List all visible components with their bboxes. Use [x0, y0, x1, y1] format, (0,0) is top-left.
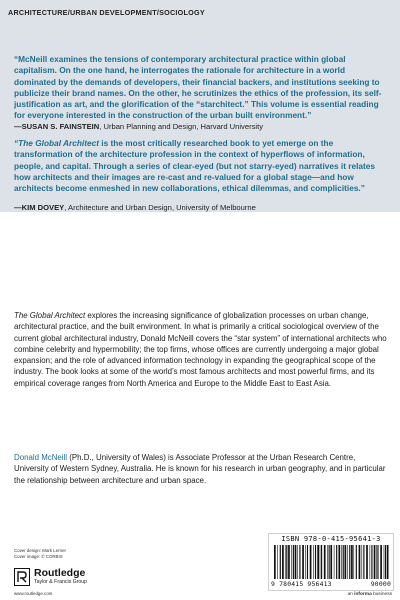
isbn-barcode-box	[268, 533, 394, 591]
imprint-suffix: business	[371, 592, 392, 597]
publisher-name: Routledge	[34, 567, 86, 579]
publisher-group: Taylor & Francis Group	[34, 579, 88, 585]
subject-category: ARCHITECTURE/URBAN DEVELOPMENT/SOCIOLOGY	[8, 8, 205, 17]
cover-design-credit: Cover design: Mark Lerner	[14, 548, 66, 553]
barcode-number: 9 780415 956413	[271, 580, 332, 588]
author-name: Donald McNeill	[14, 453, 68, 462]
review-quote-1: “McNeill examines the tensions of contemporary architectural practice within global capitalism. On the one hand, he interrogates the rationale for architecture in a world dominated by the demands of developers, their financial backers, and institutions seeking to publicize their brand names. On the other, he scrutinizes the ethics of the profession, its self-justification as art, and the glorification of the “starchitect.” This volume is essential reading for everyone interested in the construction of the urban built environment.”	[14, 54, 382, 121]
reviewer-affiliation-1: , Urban Planning and Design, Harvard University	[99, 122, 264, 131]
cover-image-credit: Cover image: © CORBIS	[14, 554, 63, 559]
review-quote-2-title: “The Global Architect	[14, 138, 99, 148]
book-title-italic: The Global Architect	[14, 311, 86, 320]
author-bio-text: (Ph.D., University of Wales) is Associate Professor at the Urban Research Centre, University of Western Sydney, Australia. He is known for his research in urban geography, and in particular the relationship between architecture and urban space.	[14, 453, 386, 485]
reviewer-affiliation-2: , Architecture and Urban Design, University of Melbourne	[64, 203, 256, 212]
review-panel	[0, 0, 400, 212]
publisher-block	[14, 566, 154, 590]
publisher-website: www.routledge.com	[14, 591, 53, 596]
isbn-label	[271, 535, 391, 543]
reviewer-name-1: —SUSAN S. FAINSTEIN	[14, 122, 100, 131]
review-attribution-2	[14, 203, 388, 213]
book-description	[14, 310, 388, 389]
imprint-line	[347, 592, 392, 597]
review-quote-2-text: is the most critically researched book to yet emerge on the transformation of the architecture profession in the context of hyperflows of information, people, and capital. Through a series of clear-eyed (but not starry-eyed) narratives it relates how architects and their images are re-cast and re-valued for a global stage—and how architects become enmeshed in new collaborations, ethical dilemmas, and complicities.”	[14, 138, 376, 194]
routledge-logo-icon	[14, 568, 30, 586]
price-code: 90000	[370, 580, 391, 588]
author-bio	[14, 452, 388, 486]
isbn-number: ISBN 978-0-415-95641-3	[281, 535, 381, 543]
imprint-prefix: an	[347, 592, 355, 597]
review-quote-2	[14, 138, 388, 194]
barcode-digits	[271, 580, 391, 588]
imprint-brand: informa	[354, 592, 372, 597]
review-attribution-1	[14, 122, 388, 132]
reviewer-name-2: —KIM DOVEY	[14, 203, 65, 212]
cover-credits	[14, 548, 66, 560]
description-text: explores the increasing significance of globalization processes on urban change, architectural practice, and the built environment. In what is primarily a critical sociological overview of the current global architectural industry, Donald McNeill covers the “star system” of international architects who combine celebrity and hypermobility; the top firms, whose offices are currently undergoing a major global expansion; and the role of advanced information technology in expanding the geographical scope of the industry. The book looks at some of the world’s most famous architects and most powerful firms, and its empirical coverage ranges from North America and Europe to the Middle East to East Asia.	[14, 311, 387, 388]
